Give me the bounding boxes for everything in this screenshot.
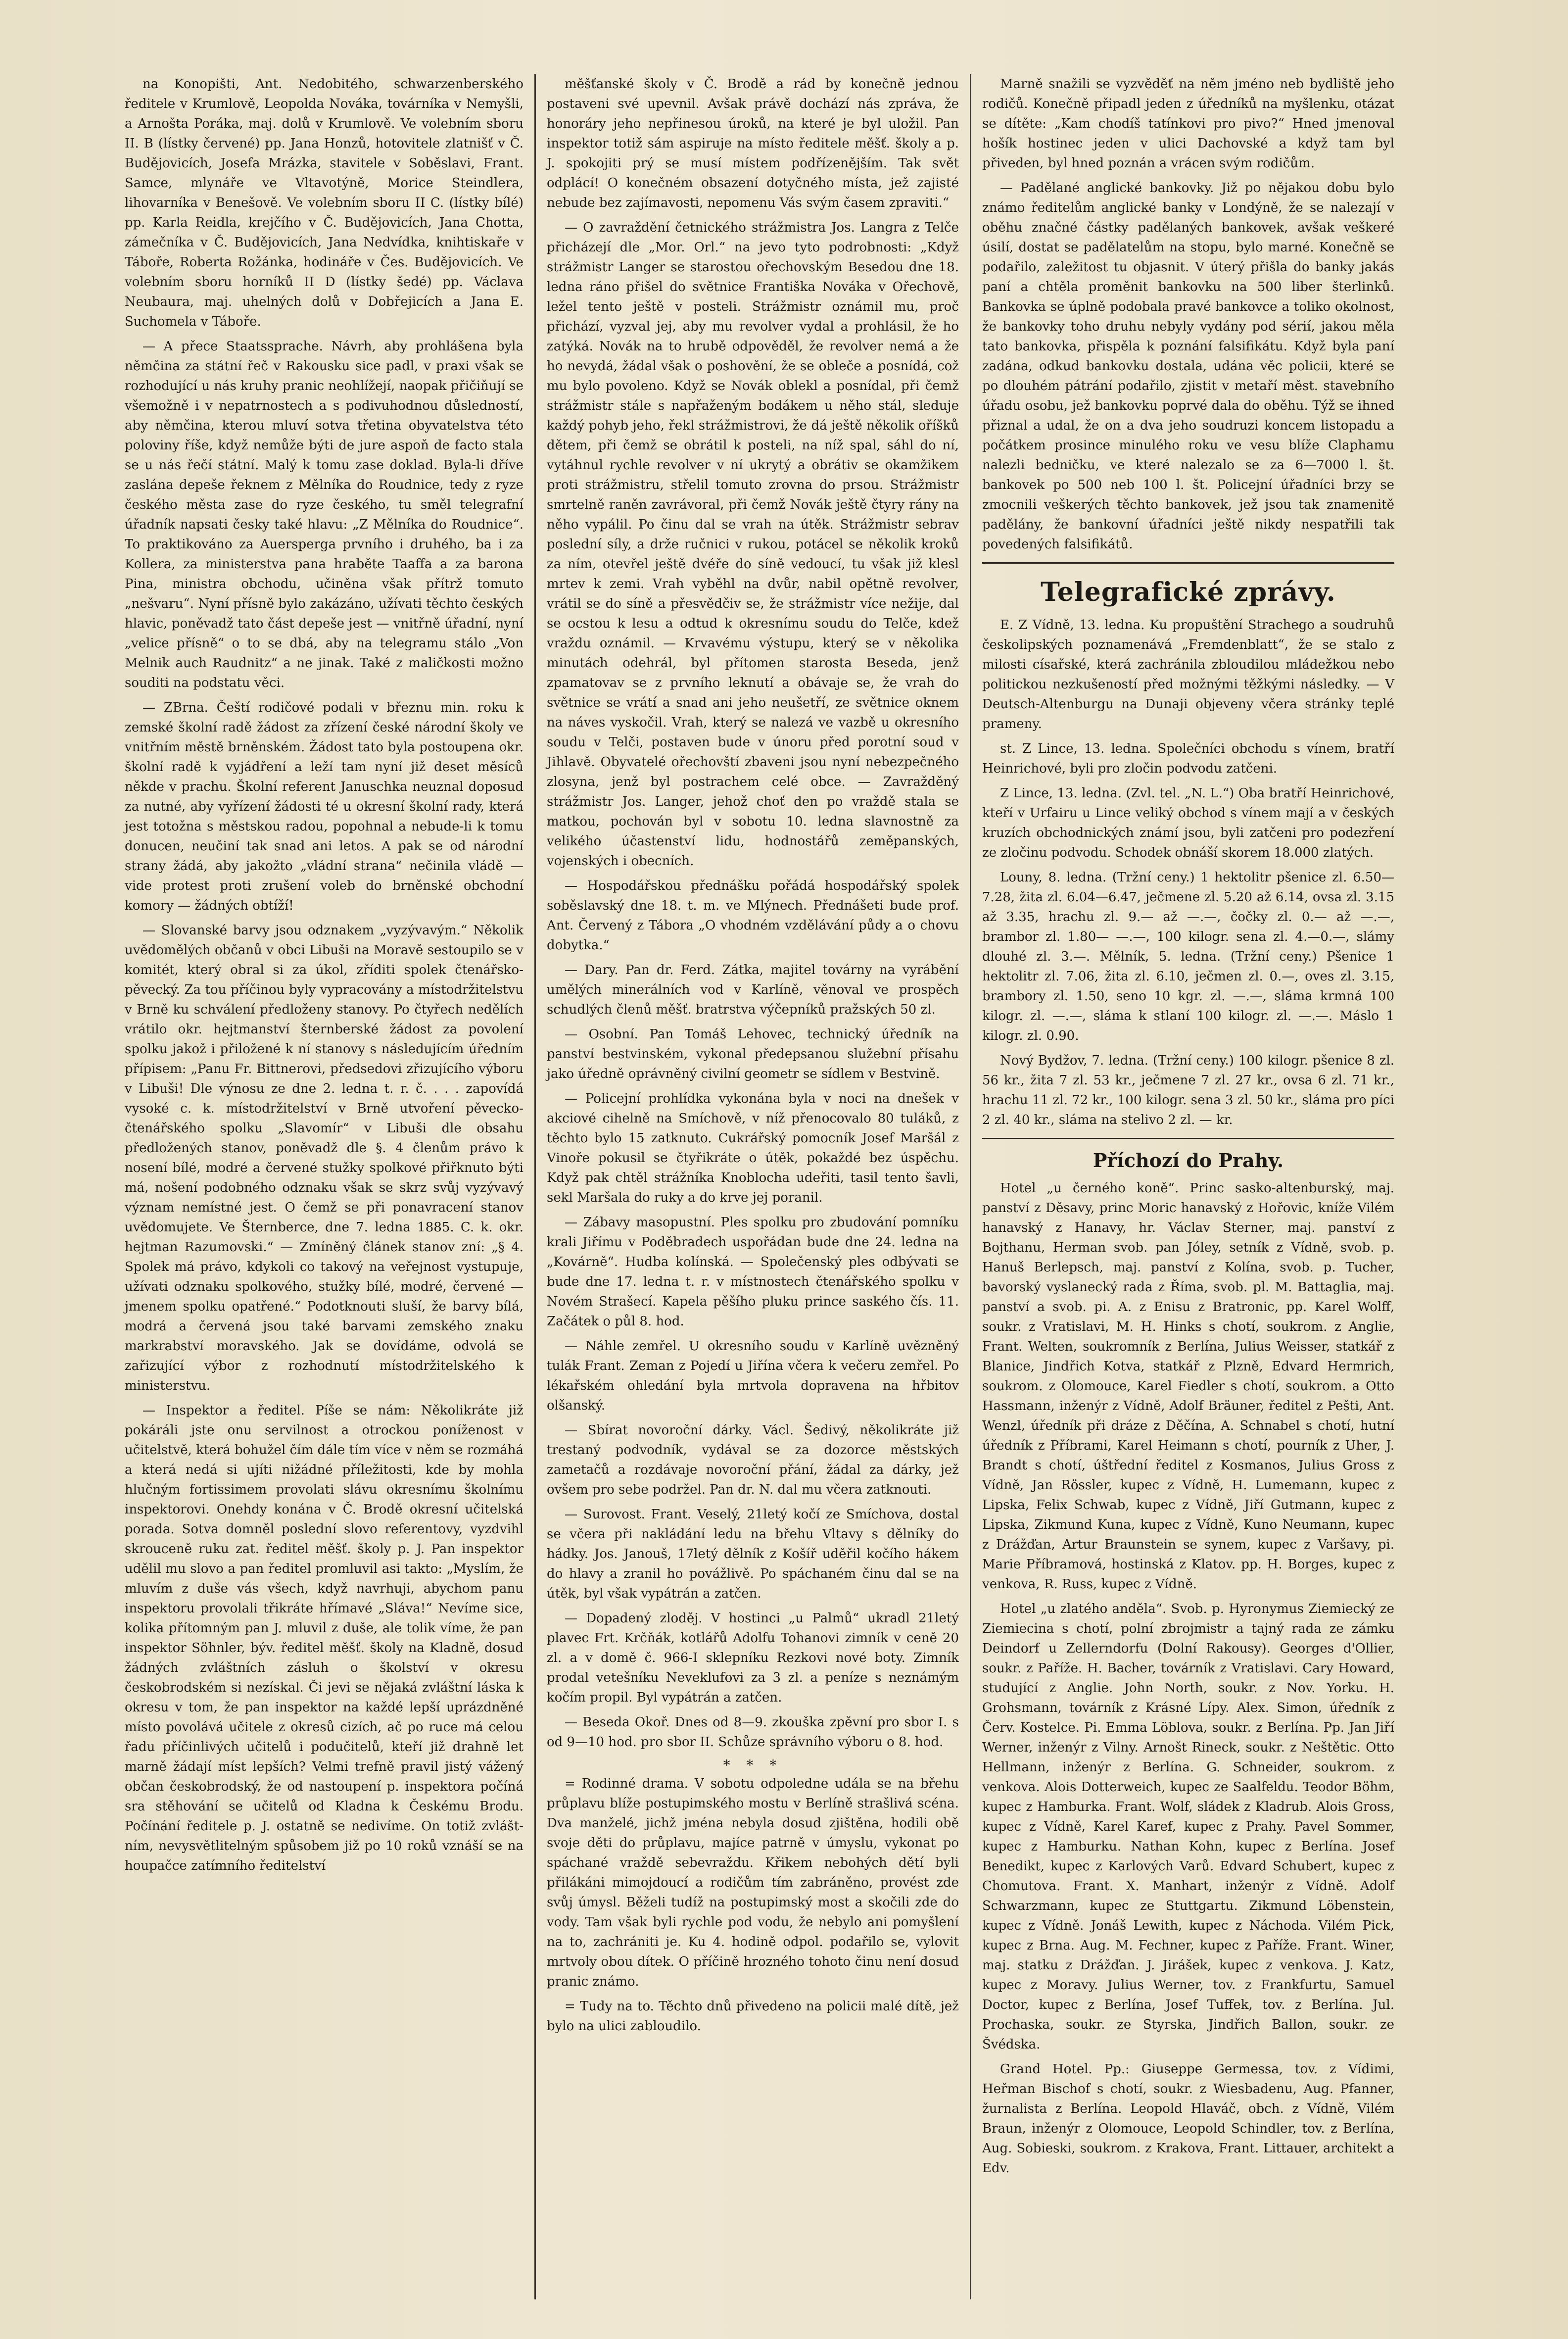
telegraf-item-vienna: E. Z Vídně, 13. ledna. Ku propuštění Strachego a soudruhů českolipských poznamenává „Fremdenblatt“, že se stalo z milosti císařské, která zachránila zbloudilou mládežkou nebo politickou nezkušeností před možnými těžkými následky. — V Deutsch-Altenburgu na Dunaji objeveny včera stránky teplé prameny. — [982, 618, 1394, 731]
arrivals-grand-hotel: Grand Hotel. Pp.: Giuseppe Germessa, tov. z Vídimi, Heřman Bischof s chotí, soukr. z Wiesbadenu, Aug. Pfanner, žurnalista z Berlína. Leopold Hlaváč, obch. z Vídně, Vilém Braun, inženýr z Olomouce, Leopold Schindler, tov. z Berlína, Aug. Sobieski, soukrom. z Krakova, Frant. Littauer, architekt a Edv. — [982, 2062, 1394, 2176]
article-beseda-okor: — Beseda Okoř. Dnes od 8—9. zkouška zpěvní pro sbor I. s od 9—10 hod. pro sbor II. Schůze správního výboru o 8. hod. — [547, 1715, 959, 1750]
article-slavic-colors: — Slovanské barvy jsou odznakem „vyzývavým.“ Několik uvědomělých občanů v obci Libuši na Moravě sestoupilo se v komitét, který obral si za úkol, zříditi spolek čtenářsko-pěvecký. Za tou příčinou byly vypracovány a místodržitelstvu v Brně ku schválení předloženy stanovy. Po čtyřech nedělích vrátilo okr. hejtmanství šternberské žádost za povolení spolku jakož i přiložené k ní stanovy s následujícím úředním přípisem: „Panu Fr. Bittnerovi, předsedovi zřizujícího výboru v Libuši! Dle výnosu ze dne 2. ledna t. r. č. . . . zapovídá vysoké c. k. místodržitelství v Brně utvoření pěvecko-čtenářského spolku „Slavomír“ v Libuši dle obsahu předložených stanov, poněvadž dle §. 4 členům právo k nosení bílé, modré a červené stužky spolkové přiřknuto býti má, nošení podobného odznaku však se skrz svůj vyzývavý význam nemístné jest. O čemž se při ponavracení stanov uvědomujete. Ve Šternberce, dne 7. ledna 1885. C. k. okr. hejtman Razumovski.“ — Zmíněný článek stanov zní: „§ 4. Spolek má právo, kdykoli co takový na veřejnost vystupuje, užívati odznaku spolkového, stužky bílé, modré, červené — jmenem spolku opatřené.“ Podotknouti sluší, že barvy bílá, modrá a červená jsou také barvami zemského znaku markrabství moravského. Jak se dovídáme, odvolá se zařizující výbor z rozhodnutí místodržitelského k ministerstvu. — [125, 923, 523, 1393]
section-title-telegraf: Telegrafické zprávy. — [1041, 577, 1336, 607]
divider — [982, 562, 1394, 564]
article-inspector-cont: měšťanské školy v Č. Brodě a rád by konečně jednou postaveni své upevnil. Avšak právě dochází nás zpráva, že honoráry jeho nepřinesou úroků, na které je byl uložil. Pan inspektor totiž sám aspiruje na místo ředitele měšť. školy a p. J. spokojiti prý se musí místem podřízenějším. Tak svět odplácí! O konečném obsazení dotyčného místa, jež zajisté nebude bez zajímavosti, nepomenu Vás svým časem zpraviti.“ — [547, 77, 959, 210]
article-inspector: — Inspektor a ředitel. Píše se nám: Několikráte již pokáráli jste onu servilnost a otrockou poníženost v učitelstvě, která bohužel čím dále tím více v něm se rozmáhá a která nedá si ujíti nižádné příležitosti, kde by mohla hlučným fortissimem provolati slávu okresnímu školnímu inspektorovi. Onehdy konána v Č. Brodě okresní učitelská porada. Sotva domněl poslední slovo referentovy, vyzdvihl skrouceně ruku zat. ředitel měšť. školy p. J. Pan inspektor udělil mu slovo a pan ředitel promluvil asi takto: „Myslím, že mluvím z duše vás všech, když navrhuji, abychom panu inspektoru provolali třikráte hřímavé „Sláva!“ Nevíme sice, kolika přítomným pan J. mluvil z duše, ale tolik víme, že pan inspektor Söhnler, býv. ředitel měšť. školy na Kladně, dosud žádných zvláštních zásluh o školství v okresu českobrodském si nezískal. Či jevi se nějaká zvláštní láska k okresu v tom, že pan inspektor na každé lepší uprázdněné místo povolává učitele z okresů cizích, ač po ruce má celou řadu příčinlivých učitelů i podučitelů, kteří již drahně let marně žádají míst lepších? Velmi trefně pravil jistý vážený občan českobrodský, že od nastoupení p. inspektora počíná sra stěhování se učitelů od Kladna k Českému Brodu. Počínání ředitele p. J. ostatně se nedivíme. On totiž zvlášt-ním, nevysvětlitelným spůsobem již po 10 roků vznáší se na houpačce zatímního ředitelství — [125, 1403, 523, 1873]
column-right — [970, 74, 1405, 2299]
column-middle — [534, 74, 970, 2299]
section-title-arrivals: Příchozí do Prahy. — [1093, 1149, 1284, 1171]
arrivals-golden-angel: Hotel „u zlatého anděla“. Svob. p. Hyronymus Ziemiecký ze Ziemiecina s chotí, polní zbrojmistr a tajný rada ze zámku Deindorf u Zellerndorfu (Dolní Rakousy). Georges d'Ollier, soukr. z Paříže. H. Bacher, továrník z Vratislavi. Cary Howard, studující z Anglie. John North, soukr. z Nov. Yorku. H. Grohsmann, továrník z Krásné Lípy. Alex. Simon, úředník z Červ. Kostelce. Pi. Emma Löblova, soukr. z Berlína. Pp. Jan Jiří Werner, inženýr z Vilny. Arnošt Rineck, soukr. z Neštětic. Otto Hellmann, inženýr z Berlína. G. Schneider, soukrom. z venkova. Alois Dotterweich, kupec ze Saalfeldu. Teodor Böhm, kupec z Hamburka. Frant. Wolf, sládek z Kladrub. Alois Gross, kupec z Vídně, Karel Karef, kupec z Prahy. Pavel Sommer, kupec z Hamburku. Nathan Kohn, kupec z Berlína. Josef Benedikt, kupec z Karlových Varů. Edvard Schubert, kupec z Chomutova. Frant. X. Manhart, inženýr z Vídně. Adolf Schwarzmann, kupec ze Stuttgartu. Zikmund Löbenstein, kupec z Vídně. Jonáš Lewith, kupec z Náchoda. Vilém Pick, kupec z Brna. Aug. M. Fechner, kupec z Paříže. Frant. Winer, maj. statku z Drážďan. J. Jirášek, kupec z venkova. J. Katz, kupec z Moravy. Julius Werner, tov. z Frankfurtu, Samuel Doctor, kupec z Berlína, Josef Tuffek, tov. z Berlína. Jul. Prochaska, soukr. ze Styrska, Jindřich Ballon, soukr. ze Švédska. — [982, 1602, 1394, 2052]
divider — [982, 1138, 1394, 1139]
article-family-drama: = Rodinné drama. V sobotu odpoledne udála se na břehu průplavu blíže postupimského mostu v Berlíně strašlivá scéna. Dva manželé, jichž jména nebyla dosud zjištěna, hodili obě svoje děti do průplavu, majíce patrně v úmyslu, vykonat po spáchané vraždě sebevraždu. Křikem nebohých dětí byli přilákáni mimojdoucí a rodičům tím zabráněno, provést zde svůj úmysl. Běželi tudíž na postupimský most a skočili zde do vody. Tam však byli rychle pod vodu, že nebylo ani pomyšlení na to, zachrániti je. Ku 4. hodině odpol. podařilo se, vylovit mrtvoly obou dítek. O příčině hrozného tohoto činu není dosud pranic známo. — [547, 1776, 959, 1989]
telegraf-item-linz-1: st. Z Lince, 13. ledna. Společníci obchodu s vínem, bratří Heinrichové, byli pro zločin podvodu zatčeni. — [982, 741, 1394, 776]
telegraf-item-linz-2: Z Lince, 13. ledna. (Zvl. tel. „N. L.“) Oba bratří Heinrichové, kteří v Urfairu u Lince veliký obchod s vínem mají a v českých kruzích obchodnických známí jsou, byli zatčeni pro podezření ze zločinu podvodu. Schodek obnáší skorem 18.000 zlatých. — [982, 786, 1394, 860]
article-donations: — Dary. Pan dr. Ferd. Zátka, majitel továrny na vyrábění umělých minerálních vod v Karlíně, věnoval ve prospěch schudlých členů měšť. bratrstva výčepníků pražských 50 zl. — [547, 963, 959, 1017]
article-staatssprache: — A přece Staatssprache. Návrh, aby prohlášena byla němčina za státní řeč v Rakousku sice padl, v praxi však se rozhodující u nás kruhy pranic neohlížejí, naopak přičiňují se všemožně i v nepatrnostech a s podivuhodnou důsledností, aby němčina, kterou mluví sotva třetina obyvatelstva této poloviny říše, když nemůže býti de jure aspoň de facto stala se u nás řečí státní. Malý k tomu zase doklad. Byla-li dříve zaslána depeše řeknem z Mělníka do Roudnice, tedy z ryze českého města zase do ryze českého, tu směl telegrafní úřadník napsati česky také hlavu: „Z Mělníka do Roudnice“. To praktikováno za Auersperga prvního i druhého, ba i za Kollera, za ministerstva pana hraběte Taaffa a za barona Pina, ministra obchodu, učiněna však přítrž tomuto „nešvaru“. Nyní přísně bylo zakázáno, užívati těchto českých hlavic, poněvadž tato část depeše jest — vnitřně úřadní, nyní „velice přísně“ o to se dbá, aby na telegramu stálo „Von Melnik auch Raudnitz“ a ne jinak. Také z maličkosti možno souditi na podstatu věci. — [125, 339, 523, 690]
article-forged-banknotes: — Padělané anglické bankovky. Již po nějakou dobu bylo známo ředitelům anglické banky v Londýně, že se nalezají v oběhu značné částky padělaných bankovek, avšak veškeré úsilí, dostat se padělatelům na stopu, bylo marné. Konečně se podařilo, zaležitost tu objasnit. V úterý přišla do banky jakás paní a chtěla proměnit bankovku na 500 liber šterlinků. Bankovka se úplně podobala pravé bankovce a toliko okolnost, že bankovky toho druhu nebyly vydány pod sérií, jakou měla tato bankovka, přispěla k poznání falsifikátu. Když byla paní zadána, odkud bankovku dostala, udána věc policii, které se po dlouhém pátrání podařilo, zjistit v metaří měst. stavebního úřadu osobu, jež bankovku poprvé dala do oběhu. Týž se ihned přiznal a udal, že on a dva jeho soudruzi koncem listopadu a počátkem prosince minulého roku ve vesu blíže Claphamu nalezli bedničku, ve které nalezalo se za 6—7000 l. št. bankovek po 500 neb 100 l. št. Policejní úřadníci brzy se zmocnili veškerých těchto bankovek, jež jsou tak znamenitě padělány, že bankovní úřadníci ještě nikdy nespatřili tak povedených falsifikátů. — [982, 181, 1394, 552]
article-police-raid: — Policejní prohlídka vykonána byla v noci na dnešek v akciové cihelně na Smíchově, v níž přenocovalo 80 tuláků, z těchto bylo 15 zatknuto. Cukrářský pomocník Josef Maršál z Vinoře pokusil se čtyřikráte o útěk, pokaždé bez úspěchu. Když pak chtěl strážníka Knoblocha udeřiti, tasil tento šavli, sekl Maršala do ruky a do krve jej poranil. — [547, 1091, 959, 1205]
market-prices-louny-melnik: Louny, 8. ledna. (Tržní ceny.) 1 hektolitr pšenice zl. 6.50—7.28, žita zl. 6.04—6.47, ječmene zl. 5.20 až 6.14, ovsa zl. 3.15 až 3.35, hrachu zl. 9.— až —.—, čočky zl. 0.— až —.—, brambor zl. 1.80— —.—, 100 kilogr. sena zl. 4.—0.—, slámy dlouhé zl. 3.—. Mělník, 5. ledna. (Tržní ceny.) Pšenice 1 hektolitr zl. 7.06, žita zl. 6.10, ječmen zl. 0.—, oves zl. 3.15, brambory zl. 1.50, seno 10 kgr. zl. —.—, sláma krmná 100 kilogr. zl. —.—, sláma k stlaní 100 kilogr. zl. —.—. Máslo 1 kilogr. zl. 0.90. — [982, 870, 1394, 1043]
article-lost-child-cont: Marně snažili se vyzvěděť na něm jméno neb bydliště jeho rodičů. Konečně připadl jeden z úředníků na myšlenku, otázat se dítěte: „Kam chodíš tatínkovi pro pivo?“ Hned jmenoval hošík hostinec jeden v ulici Dachovské a když tam byl přiveden, byl hned poznán a vrácen svým rodičům. — [982, 77, 1394, 171]
article-gifts-fraud: — Sbírat novoroční dárky. Václ. Šedivý, několikráte již trestaný podvodník, vydával se za dozorce městských zametačů a rozdávaje novoroční přání, žádal za dárky, jež ovšem pro sebe podržel. Pan dr. N. dal mu včera zatknouti. — [547, 1423, 959, 1497]
article-thief: — Dopadený zloděj. V hostinci „u Palmů“ ukradl 21letý plavec Frt. Krčňák, kotlářů Adolfu Tohanovi zimník v ceně 20 zl. a v domě č. 966-I sklepníku Rezkovi nové boty. Zimník prodal vetešníku Neveklufovi za 3 zl. a peníze s neznámým kočím propil. Byl vypátrán a zatčen. — [547, 1611, 959, 1705]
article-carnival: — Zábavy masopustní. Ples spolku pro zbudování pomníku krali Jiřímu v Poděbradech uspořádan bude dne 24. ledna na „Kovárně“. Hudba kolínská. — Společenský ples odbývati se bude dne 17. ledna t. r. v místnostech čtenářského spolku v Novém Strašecí. Kapela pěšího pluku prince saského čís. 11. Začátek o půl 8. hod. — [547, 1215, 959, 1329]
article-election-list: na Konopišti, Ant. Nedobitého, schwarzenberského ředitele v Krumlově, Leopolda Nováka, továrníka v Nemyšli, a Arnošta Poráka, maj. dolů v Krumlově. Ve volebním sboru II. B (lístky červené) pp. Jana Honzů, hotovitele zlatnišť v Č. Budějovicích, Josefa Mrázka, stavitele v Soběslavi, Frant. Samce, mlynáře ve Vltavotýně, Morice Steindlera, lihovarníka v Benešově. Ve volebním sboru II C. (lístky bílé) pp. Karla Reidla, krejčího v Č. Budějovicích, Jana Chotta, zámečníka v Č. Budějovicích, Jana Nedvídka, knihtiskaře v Táboře, Roberta Rožánka, hodináře v Čes. Budějovicích. Ve volebním sboru horníků II D (lístky šedé) pp. Václava Neubaura, maj. uhelných dolů v Dobřejicích a Jana E. Suchomela v Táboře. — [125, 77, 523, 329]
section-separator-stars: * * * — [723, 1757, 783, 1773]
market-prices-bydzov: Nový Bydžov, 7. ledna. (Tržní ceny.) 100 kilogr. pšenice 8 zl. 56 kr., žita 7 zl. 53 kr., ječmene 7 zl. 27 kr., ovsa 6 zl. 71 kr., hrachu 11 zl. 72 kr., 100 kilogr. sena 3 zl. 50 kr., sláma pro píci 2 zl. 40 kr., sláma na stelivo 2 zl. — kr. — [982, 1053, 1394, 1127]
columns — [114, 74, 1533, 2299]
article-brutality: — Surovost. Frant. Veselý, 21letý kočí ze Smíchova, dostal se včera při nakládání ledu na břehu Vltavy s dělníky do hádky. Jos. Janouš, 17letý dělník z Košíř uděřil kočího hákem do hlavy a zranil ho povážlivě. Po spáchaném činu dal se na útěk, byl však vypátrán a zatčen. — [547, 1507, 959, 1601]
article-personal: — Osobní. Pan Tomáš Lehovec, technický úředník na panství bestvinském, vykonal předepsanou služební přísahu jako úředně oprávněný civilní geometr se sídlem v Bestvině. — [547, 1027, 959, 1081]
arrivals-black-horse: Hotel „u černého koně“. Princ sasko-altenburský, maj. panství z Děsavy, princ Moric hanavský z Hořovic, kníže Vilém hanavský z Hanavy, hr. Václav Sterner, maj. panství z Bojthanu, Herman svob. pan Jóley, setník z Vídně, svob. p. Hanuš Berlepsch, maj. panství z Kolína, svob. p. Tucher, bavorský vyslanecký rada z Říma, svob. pl. M. Battaglia, maj. panství a svob. pi. A. z Enisu z Bratronic, pp. Karel Wolff, soukr. z Vratislavi, M. H. Hinks s chotí, soukrom. z Anglie, Frant. Welten, soukromník z Berlína, Julius Weisser, statkář z Blanice, Jindřich Kotva, statkář z Plzně, Edvard Hermrich, soukrom. z Olomouce, Karel Fiedler s chotí, soukrom. a Otto Hassmann, inženýr z Vídně, Adolf Bräuner, ředitel z Pešti, Ant. Wenzl, úředník při dráze z Děčína, A. Schnabel s chotí, hutní úředník z Příbrami, Karel Heimann s chotí, pourník z Uher, J. Brandt s chotí, úštřední ředitel z Kosmanos, Julius Gross z Vídně, Jan Rössler, kupec z Vídně, H. Lumemann, kupec z Lipska, Felix Schwab, kupec z Vídně, Jiří Gutmann, kupec z Lipska, Zikmund Kuna, kupec z Vídně, Kuno Neumann, kupec z Drážďan, Artur Braunstein se synem, kupec z Varšavy, pi. Marie Příbramová, hostinská z Klatov. pp. H. Borges, kupec z venkova, R. Russ, kupec z Vídně. — [982, 1181, 1394, 1592]
article-sudden-death: — Náhle zemřel. U okresního soudu v Karlíně uvězněný tulák Frant. Zeman z Pojedí u Jiřína včera k večeru zemřel. Po lékařském ohledání byla mrtvola dopravena na hřbitov olšanský. — [547, 1339, 959, 1413]
article-brno-school: — ZBrna. Čeští rodičové podali v březnu min. roku k zemské školní radě žádost za zřízení české národní školy ve vnitřním městě brněnském. Žádost tato byla postoupena okr. školní radě k vyjádření a leží tam nyní již deset měsíců někde v prachu. Školní referent Januschka neuznal doposud za nutné, aby vyřízení žádosti té u okresní školní rady, která jest totožna s městskou radou, popohnal a nebude-li k tomu donucen, neučiní tak snad ani letos. A pak se od národní strany žádá, aby jakožto „vládní strana“ nečinila vládě — vide protest proti zrušení voleb do brněnské obchodní komory — žádných obtíží! — [125, 700, 523, 913]
article-lost-child: = Tudy na to. Těchto dnů přivedeno na policii malé dítě, jež bylo na ulici zabloudilo. — [547, 1999, 959, 2034]
article-lecture: — Hospodářskou přednášku pořádá hospodářský spolek soběslavský dne 18. t. m. ve Mlýnech. Přednášeti bude prof. Ant. Červený z Tábora „O vhodném vzdělávání půdy a o chovu dobytka.“ — [547, 878, 959, 953]
article-murder-telc: — O zavraždění četnického strážmistra Jos. Langra z Telče přicházejí dle „Mor. Orl.“ na jevo tyto podrobnosti: „Když strážmistr Langer se starostou ořechovským Besedou dne 18. ledna ráno přišel do světnice Františka Nováka v Ořechově, ležel tento ještě v posteli. Strážmistr oznámil mu, proč přichází, vyzval jej, aby mu revolver vydal a prohlásil, že ho zatýká. Novák na to hrubě odpověděl, že revolver nemá a že ho nevydá, žádal však o poshovění, že se obleče a posnídá, což mu bylo povoleno. Když se Novák oblekl a posnídal, při čemž strážmistr stále s napřaženým bodákem u něho stál, sleduje každý pohyb jeho, řekl strážmistrovi, že dá ještě několik oříšků dětem, při čemž se obrátil k posteli, na níž spal, sáhl do ní, vytáhnul rychle revolver v ní ukrytý a obrátiv se okamžikem proti strážmistru, střelil tomuto zrovna do prsou. Strážmistr smrtelně raněn zavrávoral, při čemž Novák ještě čtyry rány na něho vypálil. Po činu dal se vrah na útěk. Strážmistr sebrav poslední síly, a drže ručnici v rukou, potácel se několik kroků za ním, otevřel ještě dvéře do síně vedoucí, tu však již klesl mrtev k zemi. Vrah vyběhl na dvůr, nabil opětně revolver, vrátil se do síně a přesvědčiv se, že strážmistr více nežije, dal se ocstou k lesu a odtud k okresnímu soudu do Telče, kdež vraždu oznámil. — Krvavému výstupu, který se v několika minutách odehrál, byl přítomen starosta Beseda, jenž zpamatovav se z prvního leknutí a obávaje se, že vrah do světnice se vrátí a snad ani jeho neušetří, ze světnice oknem na náves vyskočil. Vrah, který se nalezá ve vazbě u okresního soudu v Telči, postaven bude v únoru před porotní soud v Jihlavě. Obyvatelé ořechovští zbaveni jsou nyní nebezpečného zlosyna, jenž byl postrachem celé obce. — Zavražděný strážmistr Jos. Langer, jehož choť den po vraždě stala se matkou, pochován byl v sobotu 10. ledna slavnostně za velikého účastenství lidu, hodnostářů zeměpanských, vojenských i obecních. — [547, 220, 959, 869]
column-left — [114, 74, 534, 2299]
